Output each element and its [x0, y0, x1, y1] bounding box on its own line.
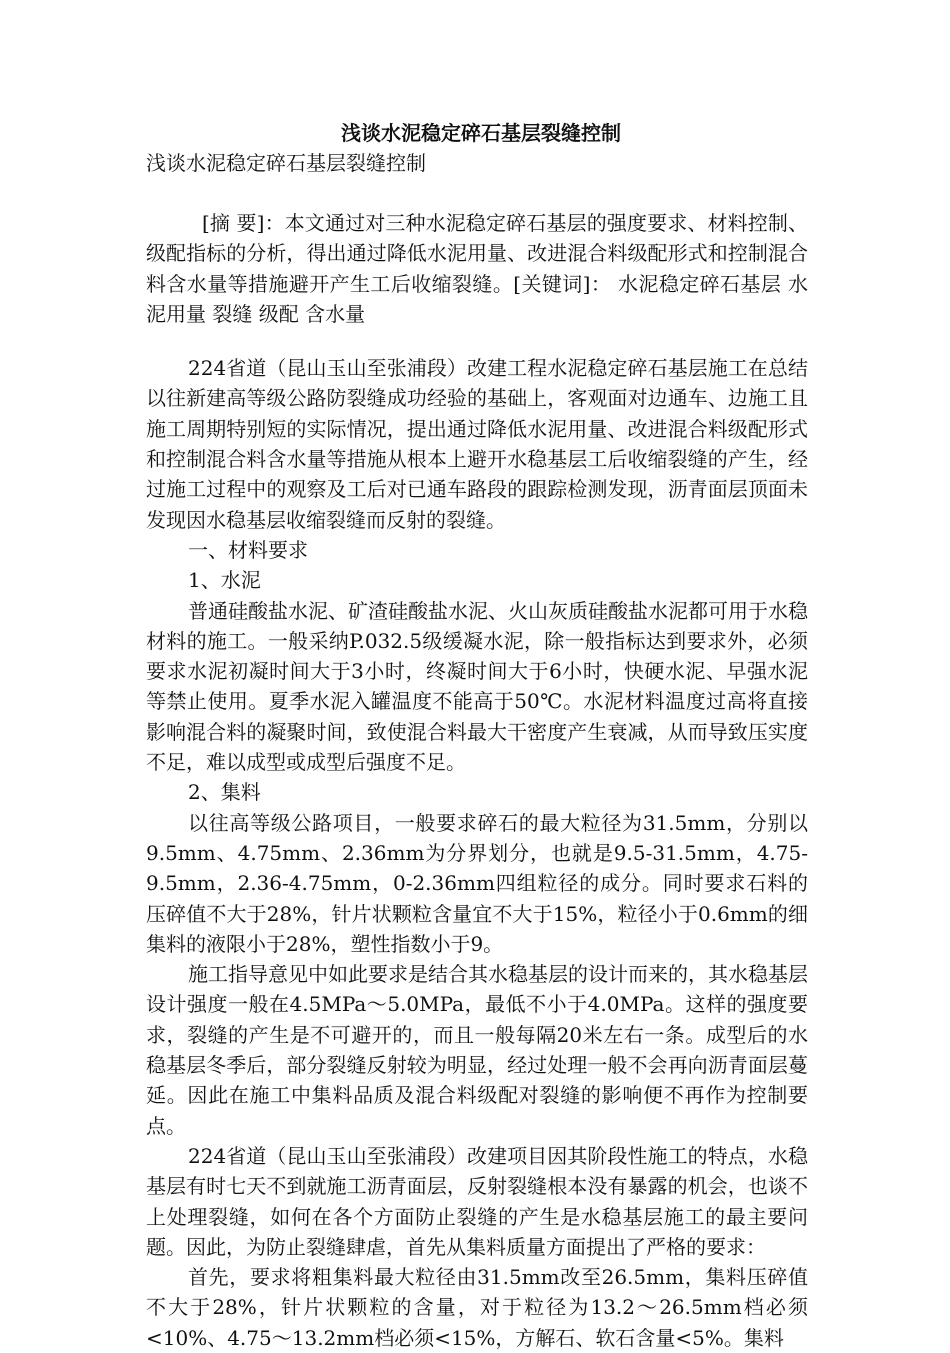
section-gap: [146, 329, 808, 353]
section-heading: 一、材料要求: [188, 537, 308, 562]
document-page: [146, 118, 808, 1353]
document-title: 浅谈水泥稳定碎石基层裂缝控制: [341, 121, 621, 145]
body-paragraph: 首先，要求将粗集料最大粒径由31.5mm改至26.5mm，集料压碎值不大于28%，针片状颗粒的含量，对于粒径为13.2～26.5mm档必须<10%、4.75～13.2mm档必须<15%，方解石、软石含量<5%。集料: [146, 1265, 808, 1350]
body-paragraph: 224省道（昆山玉山至张浦段）改建项目因其阶段性施工的特点，水稳基层有时七天不到就施工沥青面层，反射裂缝根本没有暴露的机会，也谈不上处理裂缝，如何在各个方面防止裂缝的产生是水稳基层施工的最主要问题。因此，为防止裂缝肆虐，首先从集料质量方面提出了严格的要求：: [146, 1143, 808, 1259]
body-paragraph: 施工指导意见中如此要求是结合其水稳基层的设计而来的，其水稳基层设计强度一般在4.5MPa～5.0MPa，最低不小于4.0MPa。这样的强度要求，裂缝的产生是不可避开的，而且一般每隔20米左右一条。成型后的水稳基层冬季后，部分裂缝反射较为明显，经过处理一般不会再向沥青面层蔓延。因此在施工中集料品质及混合料级配对裂缝的影响便不再作为控制要点。: [146, 962, 808, 1138]
subsection-heading: 1、水泥: [188, 568, 261, 593]
subsection-heading: 2、集料: [188, 780, 261, 805]
body-paragraph: 224省道（昆山玉山至张浦段）改建工程水泥稳定碎石基层施工在总结以往新建高等级公路防裂缝成功经验的基础上，客观面对边通车、边施工且施工周期特别短的实际情况，提出通过降低水泥用量、改进混合料级配形式和控制混合料含水量等措施从根本上避开水稳基层工后收缩裂缝的产生，经过施工过程中的观察及工后对已通车路段的跟踪检测发现，沥青面层顶面未发现因水稳基层收缩裂缝而反射的裂缝。: [146, 356, 808, 532]
body-paragraph: 普通硅酸盐水泥、矿渣硅酸盐水泥、火山灰质硅酸盐水泥都可用于水稳材料的施工。一般采纳P.032.5级缓凝水泥，除一般指标达到要求外，必须要求水泥初凝时间大于3小时，终凝时间大于6小时，快硬水泥、早强水泥等禁止使用。夏季水泥入罐温度不能高于50℃。水泥材料温度过高将直接影响混合料的凝聚时间，致使混合料最大干密度产生衰减，从而导致压实度不足，难以成型或成型后强度不足。: [146, 598, 808, 775]
abstract-paragraph: [摘 要]：本文通过对三种水泥稳定碎石基层的强度要求、材料控制、级配指标的分析，得出通过降低水泥用量、改进混合料级配形式和控制混合料含水量等措施避开产生工后收缩裂缝。[关键词]： 水泥稳定碎石基层 水泥用量 裂缝 级配 含水量: [146, 211, 808, 326]
document-subtitle: 浅谈水泥稳定碎石基层裂缝控制: [146, 151, 426, 175]
body-paragraph: 以往高等级公路项目，一般要求碎石的最大粒径为31.5mm，分别以9.5mm、4.75mm、2.36mm为分界划分，也就是9.5-31.5mm，4.75-9.5mm，2.36-4.75mm，0-2.36mm四组粒径的成分。同时要求石料的压碎值不大于28%，针片状颗粒含量宜不大于15%，粒径小于0.6mm的细集料的液限小于28%，塑性指数小于9。: [146, 810, 808, 956]
